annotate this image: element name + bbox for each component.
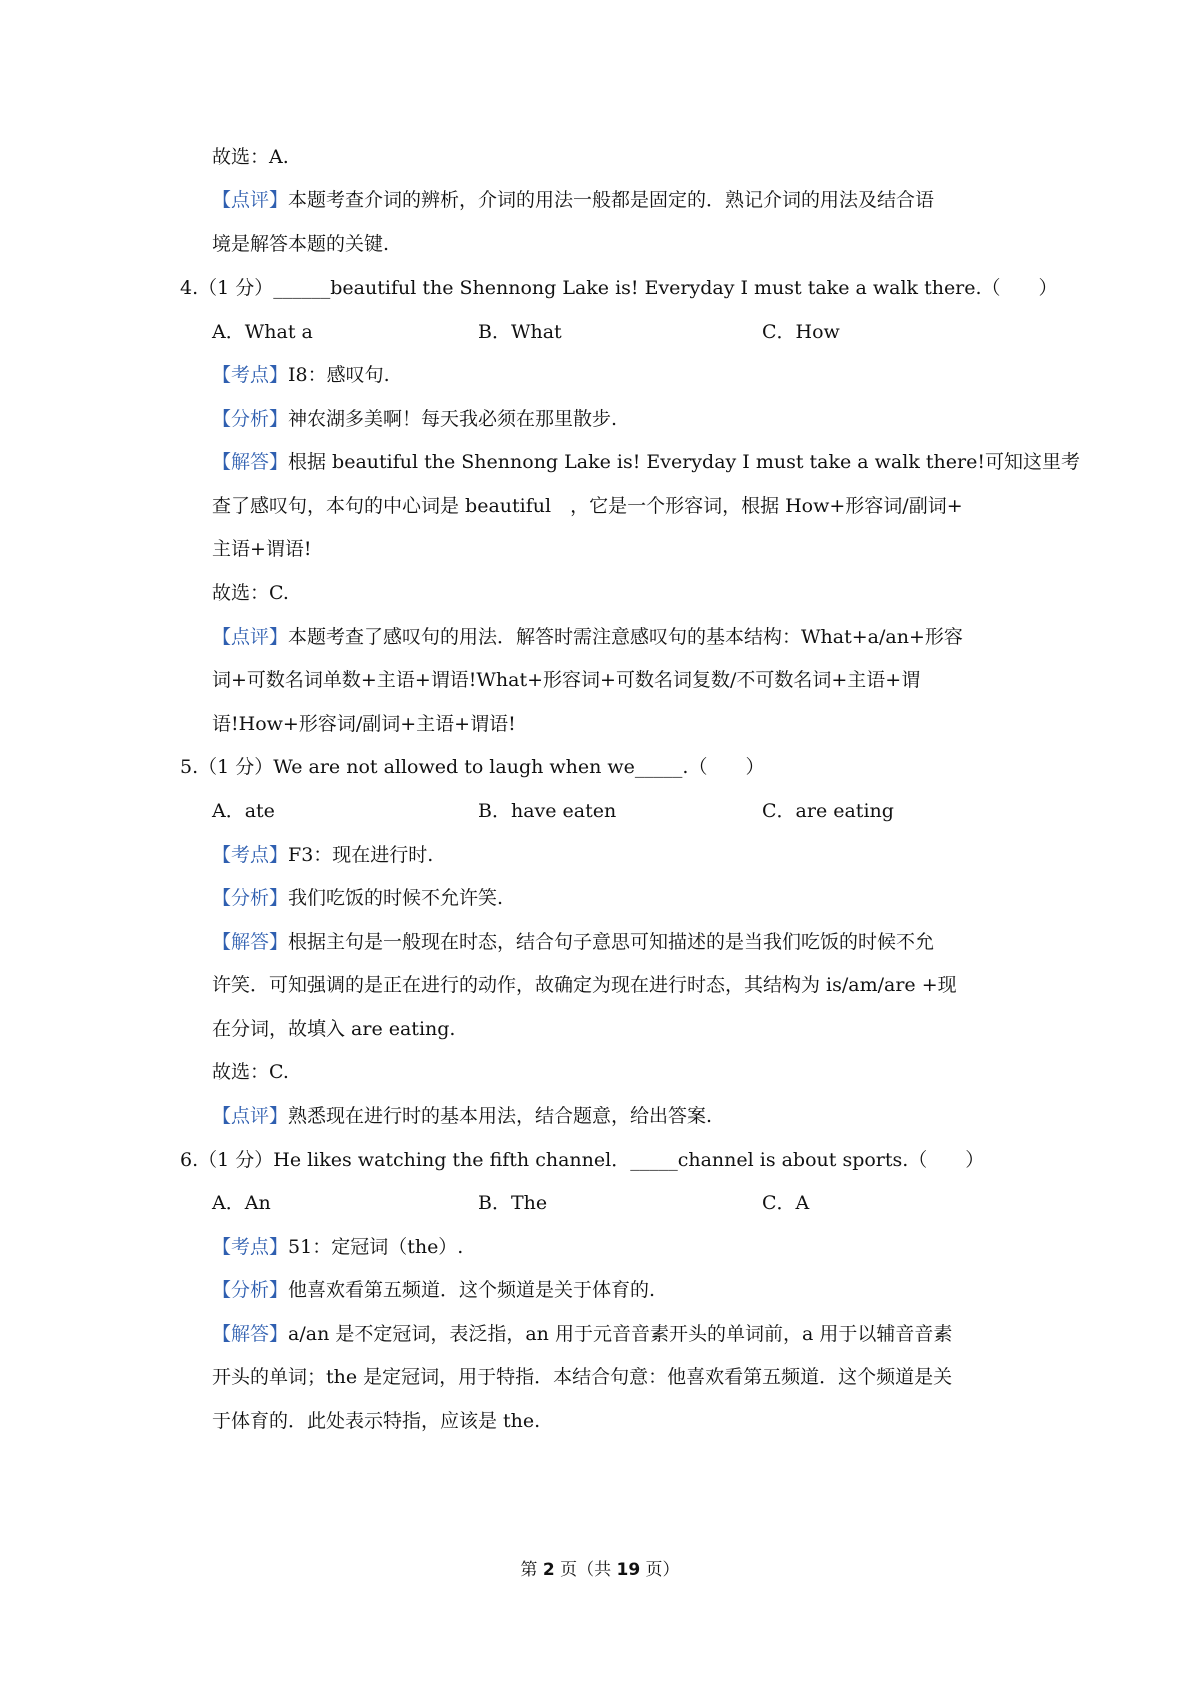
jieda-tag: 【解答】 bbox=[212, 1323, 289, 1345]
jieda-tag: 【解答】 bbox=[212, 931, 289, 953]
fenxi-tag: 【分析】 bbox=[212, 887, 289, 909]
q6-kaodian: 【考点】51：定冠词（the）. bbox=[212, 1236, 464, 1258]
jieda-tag: 【解答】 bbox=[212, 451, 289, 473]
q5-answer: 故选：C. bbox=[212, 1061, 289, 1083]
kaodian-tag: 【考点】 bbox=[212, 844, 289, 866]
q6-fenxi: 【分析】他喜欢看第五频道．这个频道是关于体育的. bbox=[212, 1279, 656, 1301]
total-pages: 19 bbox=[616, 1560, 641, 1580]
fenxi-tag: 【分析】 bbox=[212, 408, 289, 430]
q3-answer: 故选：A. bbox=[212, 146, 289, 168]
q6-stem: 6.（1 分）He likes watching the fifth channel．_____channel is about sports.（ ） bbox=[180, 1149, 985, 1171]
comment-tag: 【点评】 bbox=[212, 626, 289, 648]
q4-comment-line-1: 【点评】本题考查了感叹句的用法．解答时需注意感叹句的基本结构：What+a/an+形容 bbox=[212, 626, 963, 648]
q6-jieda-line-2: 开头的单词；the 是定冠词，用于特指．本结合句意：他喜欢看第五频道．这个频道是关 bbox=[212, 1366, 953, 1388]
q5-jieda-line-3: 在分词，故填入 are eating. bbox=[212, 1018, 456, 1040]
q4-jieda-line-2: 查了感叹句，本句的中心词是 beautiful ，它是一个形容词，根据 How+形容词/副词+ bbox=[212, 495, 963, 517]
q3-comment-line-2: 境是解答本题的关键. bbox=[212, 233, 390, 255]
q5-fenxi: 【分析】我们吃饭的时候不允许笑. bbox=[212, 887, 504, 909]
q6-option-c: C．A bbox=[762, 1192, 810, 1214]
q5-option-b: B．have eaten bbox=[478, 800, 617, 822]
page-number: 2 bbox=[542, 1560, 555, 1580]
q5-jieda-line-2: 许笑．可知强调的是正在进行的动作，故确定为现在进行时态，其结构为 is/am/are +现 bbox=[212, 974, 957, 996]
page-footer: 第 2 页（共 19 页） bbox=[520, 1560, 680, 1580]
q4-jieda-line-3: 主语+谓语! bbox=[212, 538, 312, 560]
q5-stem: 5.（1 分）We are not allowed to laugh when we_____.（ ） bbox=[180, 756, 765, 778]
q5-option-a: A．ate bbox=[212, 800, 275, 822]
q4-comment-line-3: 语!How+形容词/副词+主语+谓语! bbox=[212, 713, 516, 735]
fenxi-tag: 【分析】 bbox=[212, 1279, 289, 1301]
q6-option-a: A．An bbox=[212, 1192, 271, 1214]
q4-option-a: A．What a bbox=[212, 321, 313, 343]
q6-jieda-line-3: 于体育的．此处表示特指，应该是 the. bbox=[212, 1410, 541, 1432]
q4-answer: 故选：C. bbox=[212, 582, 289, 604]
q5-option-c: C．are eating bbox=[762, 800, 894, 822]
q5-comment: 【点评】熟悉现在进行时的基本用法，结合题意，给出答案. bbox=[212, 1105, 713, 1127]
comment-tag: 【点评】 bbox=[212, 1105, 289, 1127]
q4-comment-line-2: 词+可数名词单数+主语+谓语!What+形容词+可数名词复数/不可数名词+主语+谓 bbox=[212, 669, 921, 691]
q6-jieda-line-1: 【解答】a/an 是不定冠词，表泛指，an 用于元音音素开头的单词前，a 用于以辅音音素 bbox=[212, 1323, 953, 1345]
q4-option-c: C．How bbox=[762, 321, 840, 343]
q4-kaodian: 【考点】I8：感叹句. bbox=[212, 364, 390, 386]
kaodian-tag: 【考点】 bbox=[212, 1236, 289, 1258]
q6-option-b: B．The bbox=[478, 1192, 548, 1214]
q4-fenxi: 【分析】神农湖多美啊！每天我必须在那里散步. bbox=[212, 408, 618, 430]
q4-stem: 4.（1 分）______beautiful the Shennong Lake is! Everyday I must take a walk there.（ ） bbox=[180, 277, 1058, 299]
kaodian-tag: 【考点】 bbox=[212, 364, 289, 386]
q4-option-b: B．What bbox=[478, 321, 562, 343]
q4-jieda-line-1: 【解答】根据 beautiful the Shennong Lake is! Everyday I must take a walk there!可知这里考 bbox=[212, 451, 1080, 473]
q5-jieda-line-1: 【解答】根据主句是一般现在时态，结合句子意思可知描述的是当我们吃饭的时候不允 bbox=[212, 931, 935, 953]
comment-tag: 【点评】 bbox=[212, 189, 289, 211]
q5-kaodian: 【考点】F3：现在进行时. bbox=[212, 844, 434, 866]
q3-comment-line: 【点评】本题考查介词的辨析，介词的用法一般都是固定的．熟记介词的用法及结合语 bbox=[212, 189, 935, 211]
